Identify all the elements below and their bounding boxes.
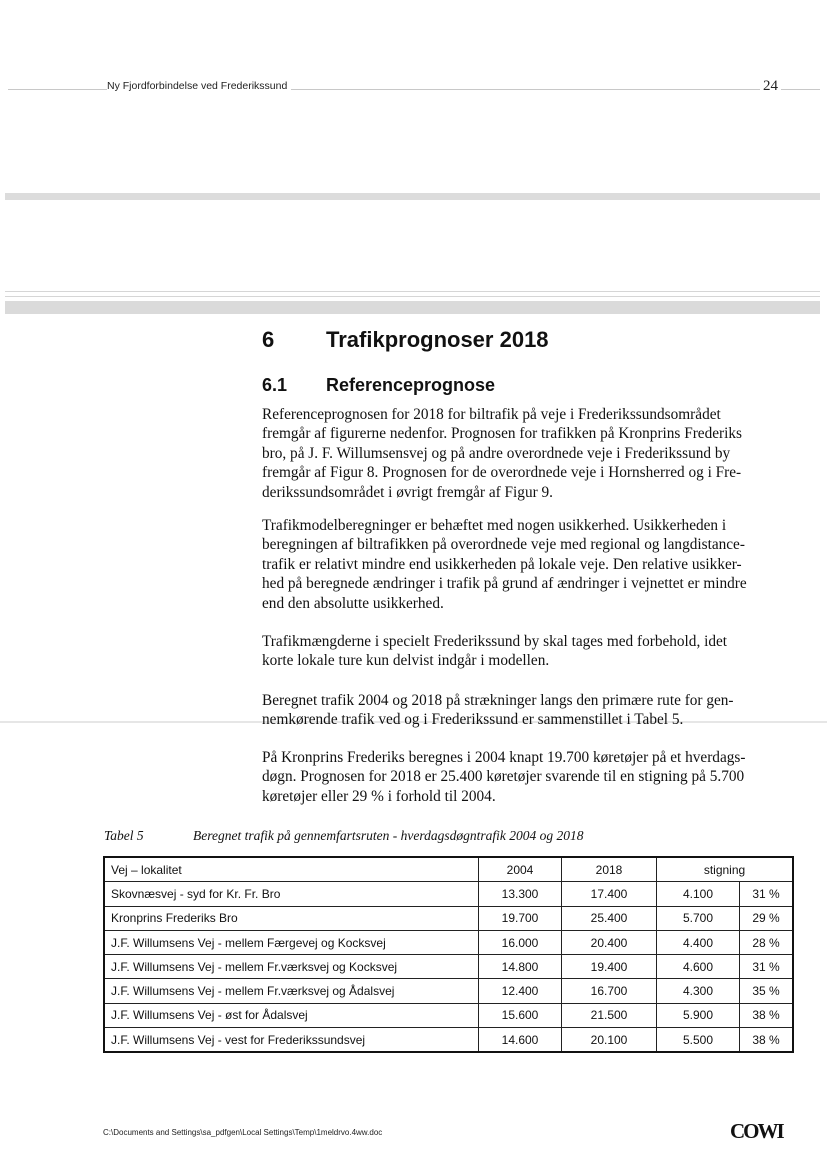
cell-percent: 29 % [740, 906, 794, 930]
cell-location: J.F. Willumsens Vej - mellem Færgevej og Kocksvej [104, 930, 479, 954]
cell-increase: 4.400 [657, 930, 740, 954]
text-line: Trafikmodelberegninger er behæftet med nogen usikkerhed. Usikkerheden i [262, 517, 727, 534]
header-increase: stigning [657, 857, 794, 882]
paragraph-3 [262, 632, 782, 671]
cell-2018: 25.400 [562, 906, 657, 930]
cell-2004: 16.000 [479, 930, 562, 954]
cell-percent: 31 % [740, 882, 794, 906]
paragraph-5 [262, 748, 782, 806]
text-line: nemkørende trafik ved og i Frederikssund er sammenstillet i Tabel 5. [262, 711, 684, 729]
text-line: end den absolutte usikkerhed. [262, 594, 444, 612]
page-number: 24 [760, 78, 781, 95]
cell-2018: 19.400 [562, 955, 657, 979]
cell-percent: 38 % [740, 1003, 794, 1027]
cell-location: J.F. Willumsens Vej - øst for Ådalsvej [104, 1003, 479, 1027]
running-header-title: Ny Fjordforbindelse ved Frederikssund [107, 80, 291, 92]
paragraph-2 [262, 516, 782, 613]
cell-increase: 4.600 [657, 955, 740, 979]
cell-2004: 13.300 [479, 882, 562, 906]
chapter-number: 6 [262, 327, 275, 352]
table-row [104, 906, 793, 930]
chapter-heading [262, 327, 549, 353]
cell-2018: 17.400 [562, 882, 657, 906]
cell-2018: 21.500 [562, 1003, 657, 1027]
table-caption-label: Tabel 5 [104, 828, 144, 843]
cell-location: Kronprins Frederiks Bro [104, 906, 479, 930]
cell-increase: 5.900 [657, 1003, 740, 1027]
scan-artifact-line [5, 291, 820, 292]
cell-2018: 16.700 [562, 979, 657, 1003]
cell-2004: 19.700 [479, 906, 562, 930]
text-line: Beregnet trafik 2004 og 2018 på strækninger langs den primære rute for gen- [262, 692, 734, 709]
header-2018: 2018 [562, 857, 657, 882]
cell-2004: 12.400 [479, 979, 562, 1003]
cell-2004: 14.800 [479, 955, 562, 979]
section-number: 6.1 [262, 375, 288, 395]
text-line: korte lokale ture kun delvist indgår i modellen. [262, 652, 550, 670]
text-line: På Kronprins Frederiks beregnes i 2004 knapt 19.700 køretøjer på et hverdags- [262, 749, 746, 766]
text-line: hed på beregnede ændringer i trafik på grund af ændringer i vejnettet er mindre [262, 575, 747, 593]
text-line: bro, på J. F. Willumsensvej og på andre overordnede veje i Frederikssund by [262, 444, 731, 462]
text-line: Trafikmængderne i specielt Frederikssund by skal tages med forbehold, idet [262, 633, 728, 650]
text-line: beregningen af biltrafikken på overordnede veje med regional og langdistance- [262, 536, 745, 554]
table-row [104, 1028, 793, 1053]
section-heading [262, 375, 495, 396]
cell-location: J.F. Willumsens Vej - mellem Fr.værksvej og Kocksvej [104, 955, 479, 979]
cell-increase: 4.300 [657, 979, 740, 1003]
cell-location: J.F. Willumsens Vej - vest for Frederikssundsvej [104, 1028, 479, 1053]
text-line: derikssundsområdet i øvrigt fremgår af Figur 9. [262, 483, 553, 501]
cell-location: J.F. Willumsens Vej - mellem Fr.værksvej og Ådalsvej [104, 979, 479, 1003]
header-2004: 2004 [479, 857, 562, 882]
cell-increase: 5.700 [657, 906, 740, 930]
paragraph-1 [262, 405, 782, 502]
cowi-logo: COWI [730, 1119, 783, 1143]
cell-percent: 35 % [740, 979, 794, 1003]
cell-increase: 4.100 [657, 882, 740, 906]
text-line: Referenceprognosen for 2018 for biltrafik på veje i Frederikssundsområdet [262, 406, 721, 423]
header-location: Vej – lokalitet [104, 857, 479, 882]
table-row [104, 882, 793, 906]
chapter-title: Trafikprognoser 2018 [326, 327, 549, 352]
cell-percent: 38 % [740, 1028, 794, 1053]
cell-2018: 20.400 [562, 930, 657, 954]
scan-artifact-line [5, 296, 820, 297]
cell-2004: 14.600 [479, 1028, 562, 1053]
table-row [104, 930, 793, 954]
scan-artifact-band [5, 301, 820, 314]
table-caption-text: Beregnet trafik på gennemfartsruten - hverdagsdøgntrafik 2004 og 2018 [193, 828, 584, 843]
paragraph-4 [262, 691, 782, 730]
table-row [104, 955, 793, 979]
scan-artifact-band [5, 193, 820, 200]
cell-2004: 15.600 [479, 1003, 562, 1027]
cell-percent: 31 % [740, 955, 794, 979]
table-row [104, 1003, 793, 1027]
traffic-table [103, 856, 794, 1053]
table-caption [104, 828, 583, 844]
text-line: fremgår af Figur 8. Prognosen for de overordnede veje i Hornsherred og i Fre- [262, 464, 742, 482]
text-line: fremgår af figurerne nedenfor. Prognosen for trafikken på Kronprins Frederiks [262, 425, 742, 443]
text-line: trafik er relativt mindre end usikkerheden på lokale veje. Den relative usikker- [262, 555, 742, 573]
text-line: køretøjer eller 29 % i forhold til 2004. [262, 787, 496, 805]
cell-percent: 28 % [740, 930, 794, 954]
footer-file-path: C:\Documents and Settings\sa_pdfgen\Local Settings\Temp\1meldrvo.4ww.doc [103, 1128, 383, 1137]
table-row [104, 979, 793, 1003]
cell-increase: 5.500 [657, 1028, 740, 1053]
cell-location: Skovnæsvej - syd for Kr. Fr. Bro [104, 882, 479, 906]
cell-2018: 20.100 [562, 1028, 657, 1053]
text-line: døgn. Prognosen for 2018 er 25.400 køretøjer svarende til en stigning på 5.700 [262, 768, 745, 786]
section-title: Referenceprognose [326, 375, 496, 395]
table-header-row [104, 857, 793, 882]
